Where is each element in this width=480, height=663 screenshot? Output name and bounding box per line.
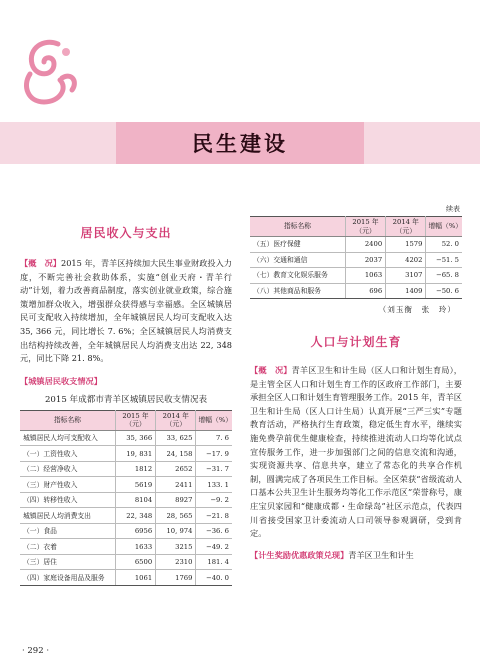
population-overview	[250, 364, 462, 541]
cell: −17. 9	[196, 446, 232, 462]
cell: 1812	[115, 461, 155, 477]
cell: 7. 6	[196, 430, 232, 446]
cell: 6956	[115, 523, 155, 539]
table-row	[20, 523, 232, 539]
header-cell: 指标名称	[250, 217, 345, 237]
cell: 10, 974	[156, 523, 196, 539]
cell: −21. 8	[196, 508, 232, 524]
income-table	[20, 410, 232, 586]
cell: 5619	[115, 477, 155, 493]
table-row	[250, 252, 462, 268]
cell: （三）居住	[20, 554, 115, 570]
cell: 8927	[156, 492, 196, 508]
cell: 2310	[156, 554, 196, 570]
cell: 1409	[386, 283, 426, 299]
cell: （四）家庭设备用品及服务	[20, 570, 115, 586]
subsection-heading	[20, 376, 232, 387]
right-column	[250, 204, 462, 562]
table-title: 2015 年成都市青羊区城镇居民收支情况表	[44, 394, 208, 405]
cell: 696	[345, 283, 385, 299]
title-band-center	[116, 122, 364, 164]
table-row	[20, 461, 232, 477]
cell: 2411	[156, 477, 196, 493]
cell: 城镇居民人均可支配收入	[20, 430, 115, 446]
table-header-row	[20, 410, 232, 430]
header-cell: 增幅（%）	[426, 217, 462, 237]
cell: 6500	[115, 554, 155, 570]
cell: 1063	[345, 268, 385, 284]
table-row	[20, 446, 232, 462]
cell: 1579	[386, 237, 426, 253]
cell: 3215	[156, 539, 196, 555]
cell: −50. 6	[426, 283, 462, 299]
cell: 城镇居民人均消费支出	[20, 508, 115, 524]
cell: （一）食品	[20, 523, 115, 539]
table-row	[250, 283, 462, 299]
cell: 28, 565	[156, 508, 196, 524]
cell: （二）衣着	[20, 539, 115, 555]
title-band	[0, 122, 480, 164]
section-title-income: 居民收入与支出	[80, 226, 172, 240]
cell: −9. 2	[196, 492, 232, 508]
table-row	[250, 237, 462, 253]
overview-tag: 【概 况】	[20, 258, 61, 268]
cell: 24, 158	[156, 446, 196, 462]
overview-text: 青羊区卫生和计生局（区人口和计划生育局），是主管全区人口和计划生育工作的区政府工作部门，主要承担全区人口和计划生育管理服务工作。2015 年，青羊区卫生和计生局（区人口计生局）认真开展“三严三实”专题教育活动，严格执行生育政策，稳定低生育水平，继续实施免费孕前优生健康检查，持续推进流动人口均等化试点宣传服务工作，进一步加强部门之间的信息交流和沟通，实现资源共享、信息共享，建立了常态化的共享合作机制，圆满完成了各项民生工作目标。全区荣获“省级流动人口基本公共卫生计生服务均等化工作示范区”荣誉称号，康庄宝贝家园和“健康成都・生命绿岛”社区示范点，代表四川省接受国家卫计委流动人口司领导参观调研，受到肯定。	[250, 365, 462, 539]
subsection-paragraph	[250, 549, 462, 563]
cell: −31. 7	[196, 461, 232, 477]
table-row	[20, 492, 232, 508]
table-row	[20, 508, 232, 524]
table-row	[20, 430, 232, 446]
continued-label: 续表	[446, 205, 460, 213]
cell: （六）交通和通信	[250, 252, 345, 268]
cell: 1769	[156, 570, 196, 586]
cell: 2400	[345, 237, 385, 253]
table-row	[20, 477, 232, 493]
table-row	[20, 554, 232, 570]
cell: −51. 5	[426, 252, 462, 268]
cell: （五）医疗保健	[250, 237, 345, 253]
cell: 181. 4	[196, 554, 232, 570]
cell: （八）其他商品和服务	[250, 283, 345, 299]
overview-text: 2015 年，青羊区持续加大民生事业财政投入力度，不断完善社会救助体系，实施“创业天府・青羊行动”计划，着力改善商品制度，落实创业就业政策，综合施策增加群众收入，增强群众获得感与幸福感。全区城镇居民可支配收入持续增加，全年城镇居民人均可支配收入达 35, 366 元，同比增长 7. 6%；全区城镇居民人均消费支出结构持续改善，全年城镇居民人均消费支出达 22, 348 元，同比下降 21. 8%。	[20, 258, 232, 364]
cell: −65. 8	[426, 268, 462, 284]
cell: （一）工资性收入	[20, 446, 115, 462]
subsection-tag: 【计生奖励优惠政策兑现】	[250, 549, 349, 560]
table-row	[20, 570, 232, 586]
cell: −49. 2	[196, 539, 232, 555]
cell: 1061	[115, 570, 155, 586]
cell: 52. 0	[426, 237, 462, 253]
header-cell: 增幅（%）	[196, 410, 232, 430]
cell: −36. 6	[196, 523, 232, 539]
cell: 33, 625	[156, 430, 196, 446]
header-cell: 2015 年（元）	[115, 410, 155, 430]
cell: 22, 348	[115, 508, 155, 524]
cell: 4202	[386, 252, 426, 268]
cell: 1633	[115, 539, 155, 555]
section-title-population: 人口与计划生育	[310, 335, 402, 349]
cell: 3107	[386, 268, 426, 284]
cell: （七）教育文化娱乐服务	[250, 268, 345, 284]
table-header-row	[250, 217, 462, 237]
table-row	[20, 539, 232, 555]
cell: （四）转移性收入	[20, 492, 115, 508]
cell: （二）经营净收入	[20, 461, 115, 477]
cell: 133. 1	[196, 477, 232, 493]
table-row	[250, 268, 462, 284]
flower-ornament-icon	[18, 34, 82, 110]
page-number: · 292 ·	[22, 646, 50, 656]
cell: −40. 0	[196, 570, 232, 586]
overview-tag: 【概 况】	[250, 365, 292, 375]
subsection-tag: 【城镇居民收支情况】	[20, 375, 102, 386]
cell: 8104	[115, 492, 155, 508]
cell: 2037	[345, 252, 385, 268]
header-cell: 2014 年（元）	[386, 217, 426, 237]
page-title: 民生建设	[192, 132, 288, 156]
subsection-text: 青羊区卫生和计生	[348, 549, 414, 560]
cell: （三）财产性收入	[20, 477, 115, 493]
header-cell: 2015 年（元）	[345, 217, 385, 237]
cell: 19, 831	[115, 446, 155, 462]
header-cell: 2014 年（元）	[156, 410, 196, 430]
header-cell: 指标名称	[20, 410, 115, 430]
income-overview	[20, 257, 232, 366]
cell: 35, 366	[115, 430, 155, 446]
authors: （刘玉衡 张 玲）	[378, 305, 456, 314]
cell: 2652	[156, 461, 196, 477]
continued-table	[250, 216, 462, 299]
left-column	[20, 224, 232, 586]
